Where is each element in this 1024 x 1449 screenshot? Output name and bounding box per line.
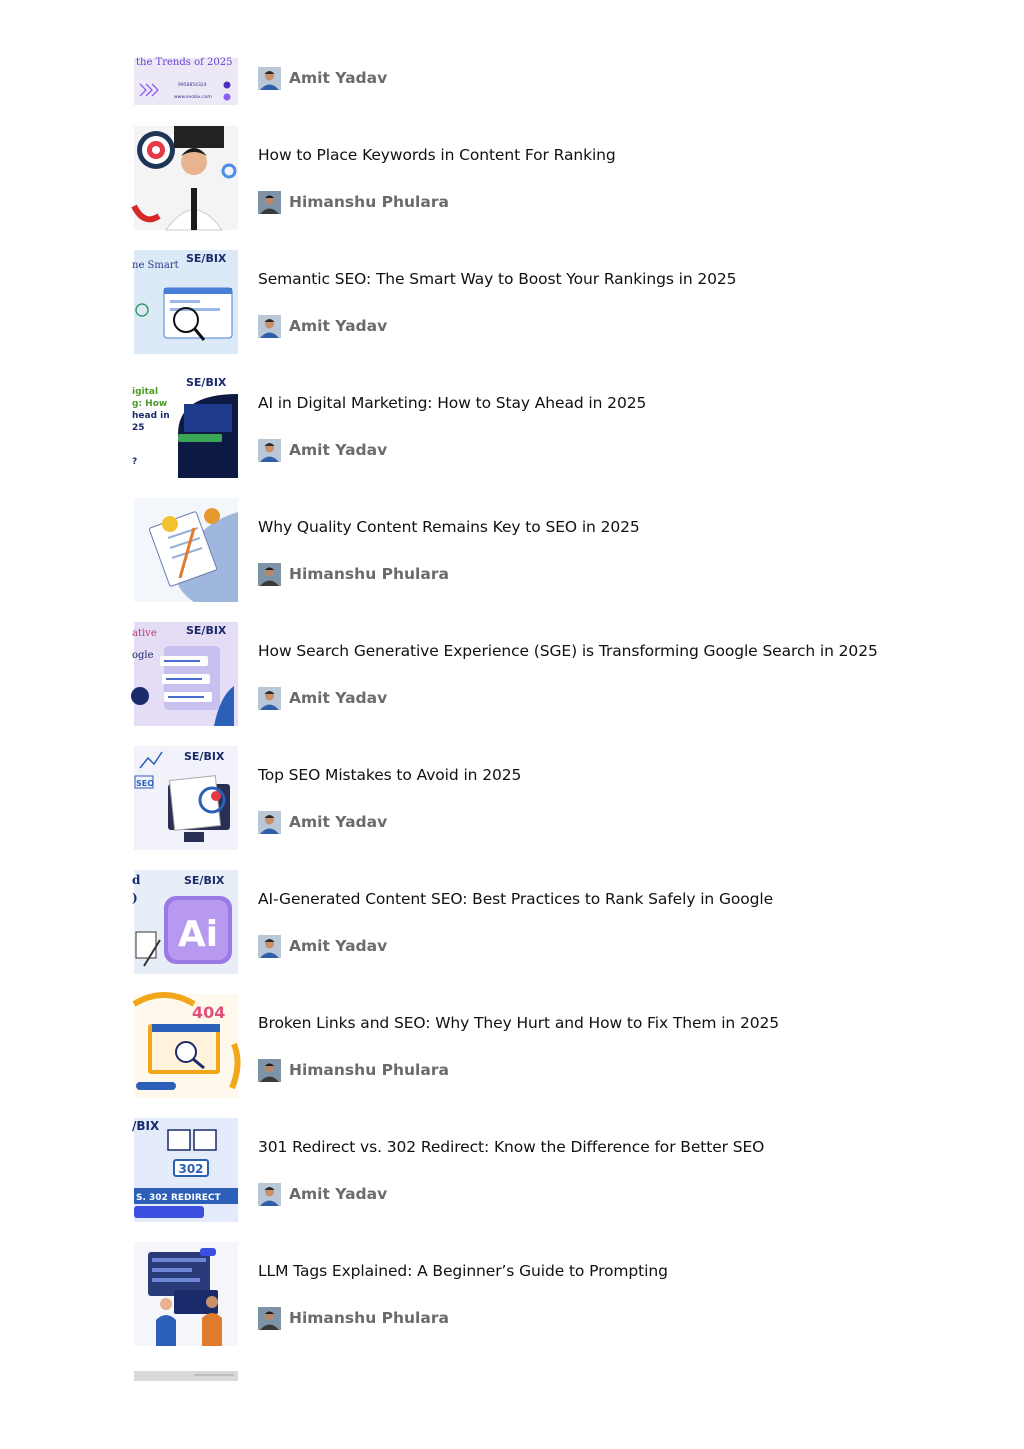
svg-text:ne Smart: ne Smart bbox=[132, 260, 179, 271]
svg-text:/BIX: /BIX bbox=[132, 1119, 160, 1133]
author-name: Amit Yadav bbox=[289, 441, 388, 459]
post-item[interactable] bbox=[134, 994, 894, 1098]
avatar bbox=[258, 67, 281, 90]
author-name: Himanshu Phulara bbox=[289, 1309, 449, 1327]
post-title[interactable]: 301 Redirect vs. 302 Redirect: Know the Difference for Better SEO bbox=[258, 1138, 765, 1156]
post-thumbnail[interactable] bbox=[134, 126, 238, 230]
post-thumbnail-partial-bottom[interactable] bbox=[134, 1366, 238, 1376]
post-thumbnail[interactable] bbox=[134, 498, 238, 602]
avatar bbox=[258, 1307, 281, 1330]
avatar bbox=[258, 935, 281, 958]
post-item[interactable] bbox=[134, 250, 894, 354]
svg-text:ogle: ogle bbox=[132, 650, 154, 661]
post-thumbnail[interactable] bbox=[134, 994, 238, 1098]
svg-text:igital: igital bbox=[132, 387, 159, 397]
post-thumbnail-partial-top[interactable] bbox=[134, 58, 238, 105]
svg-text:Ai: Ai bbox=[177, 914, 219, 955]
avatar bbox=[258, 563, 281, 586]
author-name: Amit Yadav bbox=[289, 937, 388, 955]
post-author[interactable] bbox=[258, 66, 387, 90]
post-title[interactable]: How Search Generative Experience (SGE) is Transforming Google Search in 2025 bbox=[258, 642, 878, 660]
svg-text:SE∕BIX: SE∕BIX bbox=[186, 252, 227, 265]
post-author[interactable] bbox=[258, 1306, 449, 1330]
post-title[interactable]: Broken Links and SEO: Why They Hurt and How to Fix Them in 2025 bbox=[258, 1014, 780, 1032]
post-thumbnail[interactable] bbox=[134, 870, 238, 974]
post-item[interactable] bbox=[134, 126, 894, 230]
author-name: Himanshu Phulara bbox=[289, 565, 449, 583]
svg-text:): ) bbox=[132, 891, 138, 905]
post-title[interactable]: How to Place Keywords in Content For Ranking bbox=[258, 146, 616, 164]
svg-text:404: 404 bbox=[192, 1003, 226, 1022]
post-author[interactable] bbox=[258, 810, 387, 834]
post-title[interactable]: Why Quality Content Remains Key to SEO in 2025 bbox=[258, 518, 640, 536]
post-author[interactable] bbox=[258, 1058, 449, 1082]
post-author[interactable] bbox=[258, 438, 387, 462]
svg-text:d: d bbox=[132, 873, 141, 887]
author-name: Amit Yadav bbox=[289, 69, 388, 87]
post-item[interactable] bbox=[134, 870, 894, 974]
post-thumbnail[interactable] bbox=[134, 374, 238, 478]
svg-text:9958854324: 9958854324 bbox=[178, 83, 207, 88]
avatar bbox=[258, 191, 281, 214]
svg-text:SEO: SEO bbox=[136, 779, 155, 788]
post-item[interactable] bbox=[134, 622, 894, 726]
post-author[interactable] bbox=[258, 686, 387, 710]
svg-text:g: How: g: How bbox=[132, 399, 168, 409]
svg-text:SE∕BIX: SE∕BIX bbox=[184, 750, 225, 763]
author-name: Amit Yadav bbox=[289, 689, 388, 707]
post-thumbnail[interactable] bbox=[134, 1118, 238, 1222]
svg-text:25: 25 bbox=[132, 423, 145, 433]
post-item[interactable] bbox=[134, 374, 894, 478]
post-author[interactable] bbox=[258, 190, 449, 214]
post-item[interactable] bbox=[134, 498, 894, 602]
author-name: Amit Yadav bbox=[289, 317, 388, 335]
svg-text:SE∕BIX: SE∕BIX bbox=[186, 376, 227, 389]
post-thumbnail[interactable] bbox=[134, 250, 238, 354]
post-thumbnail[interactable] bbox=[134, 622, 238, 726]
svg-text:?: ? bbox=[132, 457, 138, 467]
svg-text:the Trends of 2025: the Trends of 2025 bbox=[136, 57, 233, 68]
avatar bbox=[258, 439, 281, 462]
post-title[interactable]: AI-Generated Content SEO: Best Practices to Rank Safely in Google bbox=[258, 890, 774, 908]
post-title[interactable]: Semantic SEO: The Smart Way to Boost Your Rankings in 2025 bbox=[258, 270, 737, 288]
post-author[interactable] bbox=[258, 562, 449, 586]
post-author[interactable] bbox=[258, 314, 387, 338]
avatar bbox=[258, 315, 281, 338]
svg-text:www.seobix.com: www.seobix.com bbox=[174, 95, 212, 100]
post-item[interactable] bbox=[134, 1242, 894, 1346]
svg-text:SE∕BIX: SE∕BIX bbox=[186, 624, 227, 637]
author-name: Amit Yadav bbox=[289, 1185, 388, 1203]
post-item[interactable] bbox=[134, 1118, 894, 1222]
post-title[interactable]: LLM Tags Explained: A Beginner’s Guide to Prompting bbox=[258, 1262, 668, 1280]
post-item[interactable] bbox=[134, 746, 894, 850]
author-name: Himanshu Phulara bbox=[289, 193, 449, 211]
post-author[interactable] bbox=[258, 1182, 387, 1206]
avatar bbox=[258, 1183, 281, 1206]
avatar bbox=[258, 811, 281, 834]
author-name: Amit Yadav bbox=[289, 813, 388, 831]
post-title[interactable]: Top SEO Mistakes to Avoid in 2025 bbox=[258, 766, 522, 784]
author-name: Himanshu Phulara bbox=[289, 1061, 449, 1079]
post-author[interactable] bbox=[258, 934, 387, 958]
post-thumbnail[interactable] bbox=[134, 746, 238, 850]
svg-text:SE∕BIX: SE∕BIX bbox=[184, 874, 225, 887]
post-thumbnail[interactable] bbox=[134, 1242, 238, 1346]
svg-text:S. 302 REDIRECT: S. 302 REDIRECT bbox=[136, 1193, 221, 1203]
avatar bbox=[258, 687, 281, 710]
svg-text:302: 302 bbox=[178, 1162, 204, 1176]
avatar bbox=[258, 1059, 281, 1082]
svg-text:head in: head in bbox=[132, 411, 170, 421]
post-title[interactable]: AI in Digital Marketing: How to Stay Ahead in 2025 bbox=[258, 394, 647, 412]
svg-text:ative: ative bbox=[132, 628, 157, 639]
